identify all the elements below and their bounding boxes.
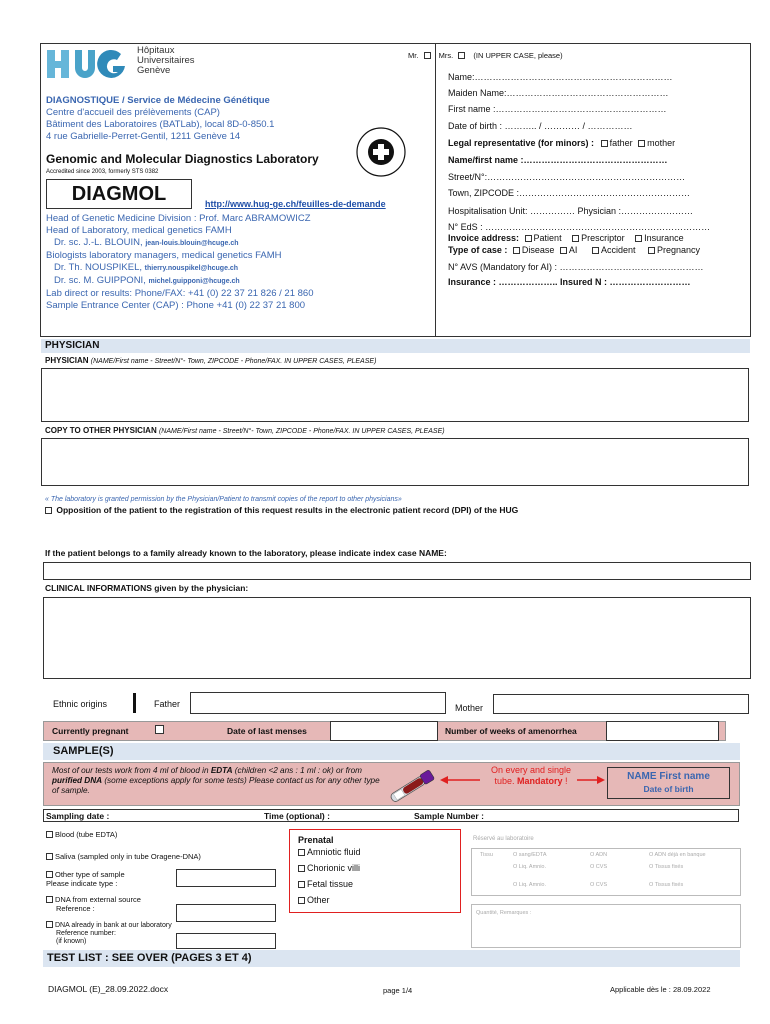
dept-line-3: 4 rue Gabrielle-Perret-Gentil, 1211 Genève 14 (46, 131, 241, 142)
physician-section-header (41, 339, 750, 353)
logo-line-3: Genève (137, 65, 171, 76)
mrs-checkbox[interactable] (458, 52, 465, 59)
prenatal-other-label: Other (307, 895, 330, 905)
blood-tube-icon (384, 766, 440, 806)
opposition-checkbox[interactable] (45, 507, 52, 514)
avs-field[interactable]: N° AVS (Mandatory for AI) : ………………………………………… (448, 262, 704, 272)
reserved-adnb: O ADN déjà en banque (649, 852, 706, 858)
invoice-prescriptor-label: Prescriptor (581, 233, 625, 243)
street-field[interactable]: Street/N°:………………………………………………………… (448, 172, 686, 182)
other-sample-checkbox[interactable] (46, 871, 53, 878)
eds-field[interactable]: N° EdS : ………………………………………………………………… (448, 222, 711, 232)
dept-line-1: Centre d'accueil des prélèvements (CAP) (46, 107, 220, 118)
name-box-text: NAME First name (627, 771, 710, 782)
case-ai-checkbox[interactable] (560, 247, 567, 254)
other-sample-label: Other type of sample (55, 870, 125, 879)
lab-title: Genomic and Molecular Diagnostics Laboratory (46, 152, 319, 166)
saliva-checkbox[interactable] (46, 853, 53, 860)
staff-line-8: Sample Entrance Center (CAP) : Phone +41 (0) 22 37 21 800 (46, 300, 306, 311)
sample-note-3: (some exceptions apply for some tests) Please contact us for any other type of sample. (52, 776, 380, 795)
staff-email-nouspikel[interactable]: thierry.nouspikel@hcuge.ch (144, 265, 239, 272)
fetal-checkbox[interactable] (298, 881, 305, 888)
logo-line-1: Hôpitaux (137, 45, 175, 56)
reserved-liq2: O Liq. Amnio. (513, 882, 547, 888)
dna-bank-checkbox[interactable] (46, 921, 53, 928)
insurance-field[interactable]: Insurance : ……………….. Insured N : ……………………… (448, 277, 691, 287)
reserved-adn: O ADN (590, 852, 608, 858)
reserved-cvs1: O CVS (590, 864, 608, 870)
staff-email-guipponi[interactable]: michel.guipponi@hcuge.ch (148, 278, 240, 285)
prenatal-other-checkbox[interactable] (298, 897, 305, 904)
last-menses-label: Date of last menses (227, 726, 307, 736)
saliva-label: Saliva (sampled only in tube Oragene-DNA) (55, 852, 201, 861)
staff-name-nouspikel: Dr. Th. NOUSPIKEL, (54, 262, 142, 273)
invoice-prescriptor-checkbox[interactable] (572, 235, 579, 242)
case-ai-label: AI (568, 245, 578, 255)
ethnic-label: Ethnic origins (53, 699, 108, 709)
reserved-tissu: Tissu (480, 852, 493, 858)
right-arrow-icon (577, 772, 605, 782)
dna-external-input[interactable] (176, 904, 276, 922)
family-index-input[interactable] (43, 562, 751, 580)
footer-applicable: Applicable dès le : 28.09.2022 (610, 985, 711, 994)
currently-pregnant-label: Currently pregnant (52, 726, 129, 736)
dob-box-text: Date of birth (643, 784, 694, 794)
mrs-label: Mrs. (438, 51, 454, 60)
blood-checkbox[interactable] (46, 831, 53, 838)
mother-checkbox[interactable] (638, 140, 645, 147)
fetal-label: Fetal tissue (307, 879, 354, 889)
staff-line-4: Biologists laboratory managers, medical genetics FAMH (46, 250, 282, 261)
mother-label: mother (647, 138, 676, 148)
other-sample-indicate: Please indicate type : (46, 879, 118, 888)
first-name-field[interactable]: First name :………………………………………………… (448, 104, 667, 114)
dna-external-label: DNA from external source (55, 895, 141, 904)
sample-note (52, 766, 382, 796)
mr-label: Mr. (408, 51, 419, 60)
weeks-amenorrhea-label: Number of weeks of amenorrhea (445, 726, 577, 736)
case-accident-checkbox[interactable] (592, 247, 599, 254)
reserved-liq1: O Liq. Amnio. (513, 864, 547, 870)
staff-email-blouin[interactable]: jean-louis.blouin@hcuge.ch (145, 240, 239, 247)
dna-bank-refnum: Reference number: (56, 930, 116, 937)
dna-bank-label: DNA already in bank at our laboratory (55, 922, 172, 929)
lab-url-link[interactable]: http://www.hug-ge.ch/feuilles-de-demande (205, 199, 386, 209)
chorionic-checkbox[interactable] (298, 865, 305, 872)
maiden-name-field[interactable]: Maiden Name:……………………………………………… (448, 88, 669, 98)
clinical-info-label: CLINICAL INFORMATIONS given by the physician: (45, 583, 249, 593)
copy-physician-input[interactable] (41, 438, 749, 486)
ethnic-mother-input[interactable] (493, 694, 749, 714)
lab-accreditation: Accredited since 2003, formerly STS 0382 (46, 169, 159, 175)
legal-rep-label: Legal representative (for minors) : (448, 138, 595, 148)
physician-hint: (NAME/First name - Street/N°- Town, ZIPCODE - Phone/FAX. IN UPPER CASES, PLEASE) (90, 358, 377, 365)
mr-checkbox[interactable] (424, 52, 431, 59)
case-disease-label: Disease (521, 245, 555, 255)
town-field[interactable]: Town, ZIPCODE :………………………………………………… (448, 188, 691, 198)
weeks-amenorrhea-input[interactable] (606, 721, 719, 741)
hospitalisation-field[interactable]: Hospitalisation Unit: …………… Physician :…………………… (448, 206, 694, 216)
permission-note: « The laboratory is granted permission by the Physician/Patient to transmit copies of the report to other physicians» (45, 496, 402, 503)
father-label: father (609, 138, 633, 148)
father-checkbox[interactable] (601, 140, 608, 147)
staff-line-7: Lab direct or results: Phone/FAX: +41 (0) 22 37 21 826 / 21 860 (46, 288, 314, 299)
prenatal-title: Prenatal (298, 835, 334, 845)
invoice-label: Invoice address: (448, 233, 520, 243)
mandatory-label: Mandatory (517, 776, 563, 786)
reserved-tf1: O Tissus fixés (649, 864, 684, 870)
amniotic-checkbox[interactable] (298, 849, 305, 856)
ethnic-father-input[interactable] (190, 692, 446, 714)
footer-doc: DIAGMOL (E)_28.09.2022.docx (48, 984, 169, 994)
logo-line-2: Universitaires (137, 55, 195, 66)
case-pregnancy-label: Pregnancy (656, 245, 701, 255)
sample-number-label[interactable]: Sample Number : (414, 811, 484, 821)
samples-section-title: SAMPLE(S) (53, 745, 114, 757)
sample-note-edta: EDTA (210, 766, 233, 775)
samples-section-header (43, 743, 740, 760)
tube-note-excl: ! (562, 776, 568, 786)
sampling-info-row (43, 809, 739, 822)
diagmol-badge: DIAGMOL (46, 179, 192, 209)
legal-rep-name-field[interactable]: Name/first name :………………………………………… (448, 155, 668, 165)
ethnic-mother-label: Mother (455, 703, 484, 713)
sample-note-1: Most of our tests work from 4 ml of blood in (52, 766, 211, 775)
tube-note-1: On every and single (490, 765, 572, 775)
time-optional-label[interactable]: Time (optional) : (264, 811, 330, 821)
family-index-label: If the patient belongs to a family already known to the laboratory, please indicate index case NAME: (45, 548, 447, 558)
invoice-insurance-checkbox[interactable] (635, 235, 642, 242)
sample-note-dna: purified DNA (52, 776, 103, 785)
left-arrow-icon (440, 772, 480, 782)
blood-label: Blood (tube EDTA) (55, 830, 118, 839)
tube-note-2: tube. (494, 776, 517, 786)
opposition-label: Opposition of the patient to the registration of this request results in the electronic patient record (DPI) of the HUG (56, 505, 519, 515)
physician-section-title: PHYSICIAN (45, 340, 100, 351)
amniotic-label: Amniotic fluid (307, 847, 361, 857)
case-disease-checkbox[interactable] (513, 247, 520, 254)
clinical-info-input[interactable] (43, 597, 751, 679)
physician-input[interactable] (41, 368, 749, 422)
invoice-patient-label: Patient (533, 233, 562, 243)
patient-name-field[interactable]: Name:………………………………………………………… (448, 72, 673, 82)
invoice-insurance-label: Insurance (644, 233, 684, 243)
dna-bank-known: (if known) (56, 938, 87, 945)
reserved-remarks-label: Quantité, Remarques : (476, 910, 532, 916)
staff-name-guipponi: Dr. sc. M. GUIPPONI, (54, 275, 146, 286)
physician-label: PHYSICIAN (45, 356, 89, 365)
reserved-tf2: O Tissus fixés (649, 882, 684, 888)
hug-logo (47, 46, 127, 82)
copy-physician-hint: (NAME/First name - Street/N°- Town, ZIPCODE - Phone/FAX. IN UPPER CASES, PLEASE) (158, 428, 445, 435)
case-accident-label: Accident (600, 245, 636, 255)
staff-line-1: Head of Genetic Medicine Division : Prof. Marc ABRAMOWICZ (46, 213, 311, 224)
dna-external-reference: Reference : (56, 904, 95, 913)
test-list-label: TEST LIST : SEE OVER (PAGES 3 ET 4) (47, 952, 252, 964)
reserved-title: Réservé au laboratoire (473, 836, 534, 842)
copy-physician-label: COPY TO OTHER PHYSICIAN (45, 426, 157, 435)
ethnic-divider (133, 693, 136, 713)
case-pregnancy-checkbox[interactable] (648, 247, 655, 254)
other-sample-input[interactable] (176, 869, 276, 887)
name-dob-label-box (607, 767, 730, 799)
ethnic-father-label: Father (154, 699, 181, 709)
currently-pregnant-checkbox[interactable] (155, 725, 164, 734)
type-case-label: Type of case : (448, 245, 508, 255)
reserved-sang: O sang/EDTA (513, 852, 547, 858)
last-menses-input[interactable] (330, 721, 438, 741)
staff-name-blouin: Dr. sc. J.-L. BLOUIN, (54, 237, 143, 248)
footer-page: page 1/4 (383, 986, 413, 995)
test-list-bar (43, 950, 740, 967)
sampling-date-label[interactable]: Sampling date : (46, 811, 110, 821)
invoice-patient-checkbox[interactable] (525, 235, 532, 242)
upper-case-note: (IN UPPER CASE, please) (473, 51, 563, 60)
dna-external-checkbox[interactable] (46, 896, 53, 903)
dept-title: DIAGNOSTIQUE / Service de Médecine Génétique (46, 95, 270, 106)
date-of-birth-field[interactable]: Date of birth : ……….. / ………… / …………… (448, 121, 633, 131)
chorionic-label: Chorionic villi (307, 863, 361, 873)
reserved-cvs2: O CVS (590, 882, 608, 888)
accreditation-seal-icon (355, 126, 407, 178)
staff-line-2: Head of Laboratory, medical genetics FAMH (46, 225, 232, 236)
dept-line-2: Bâtiment des Laboratoires (BATLab), local 8D-0-850.1 (46, 119, 275, 130)
sample-note-2: (children <2 ans : 1 ml : ok) or from (232, 766, 362, 775)
dna-bank-input[interactable] (176, 933, 276, 949)
